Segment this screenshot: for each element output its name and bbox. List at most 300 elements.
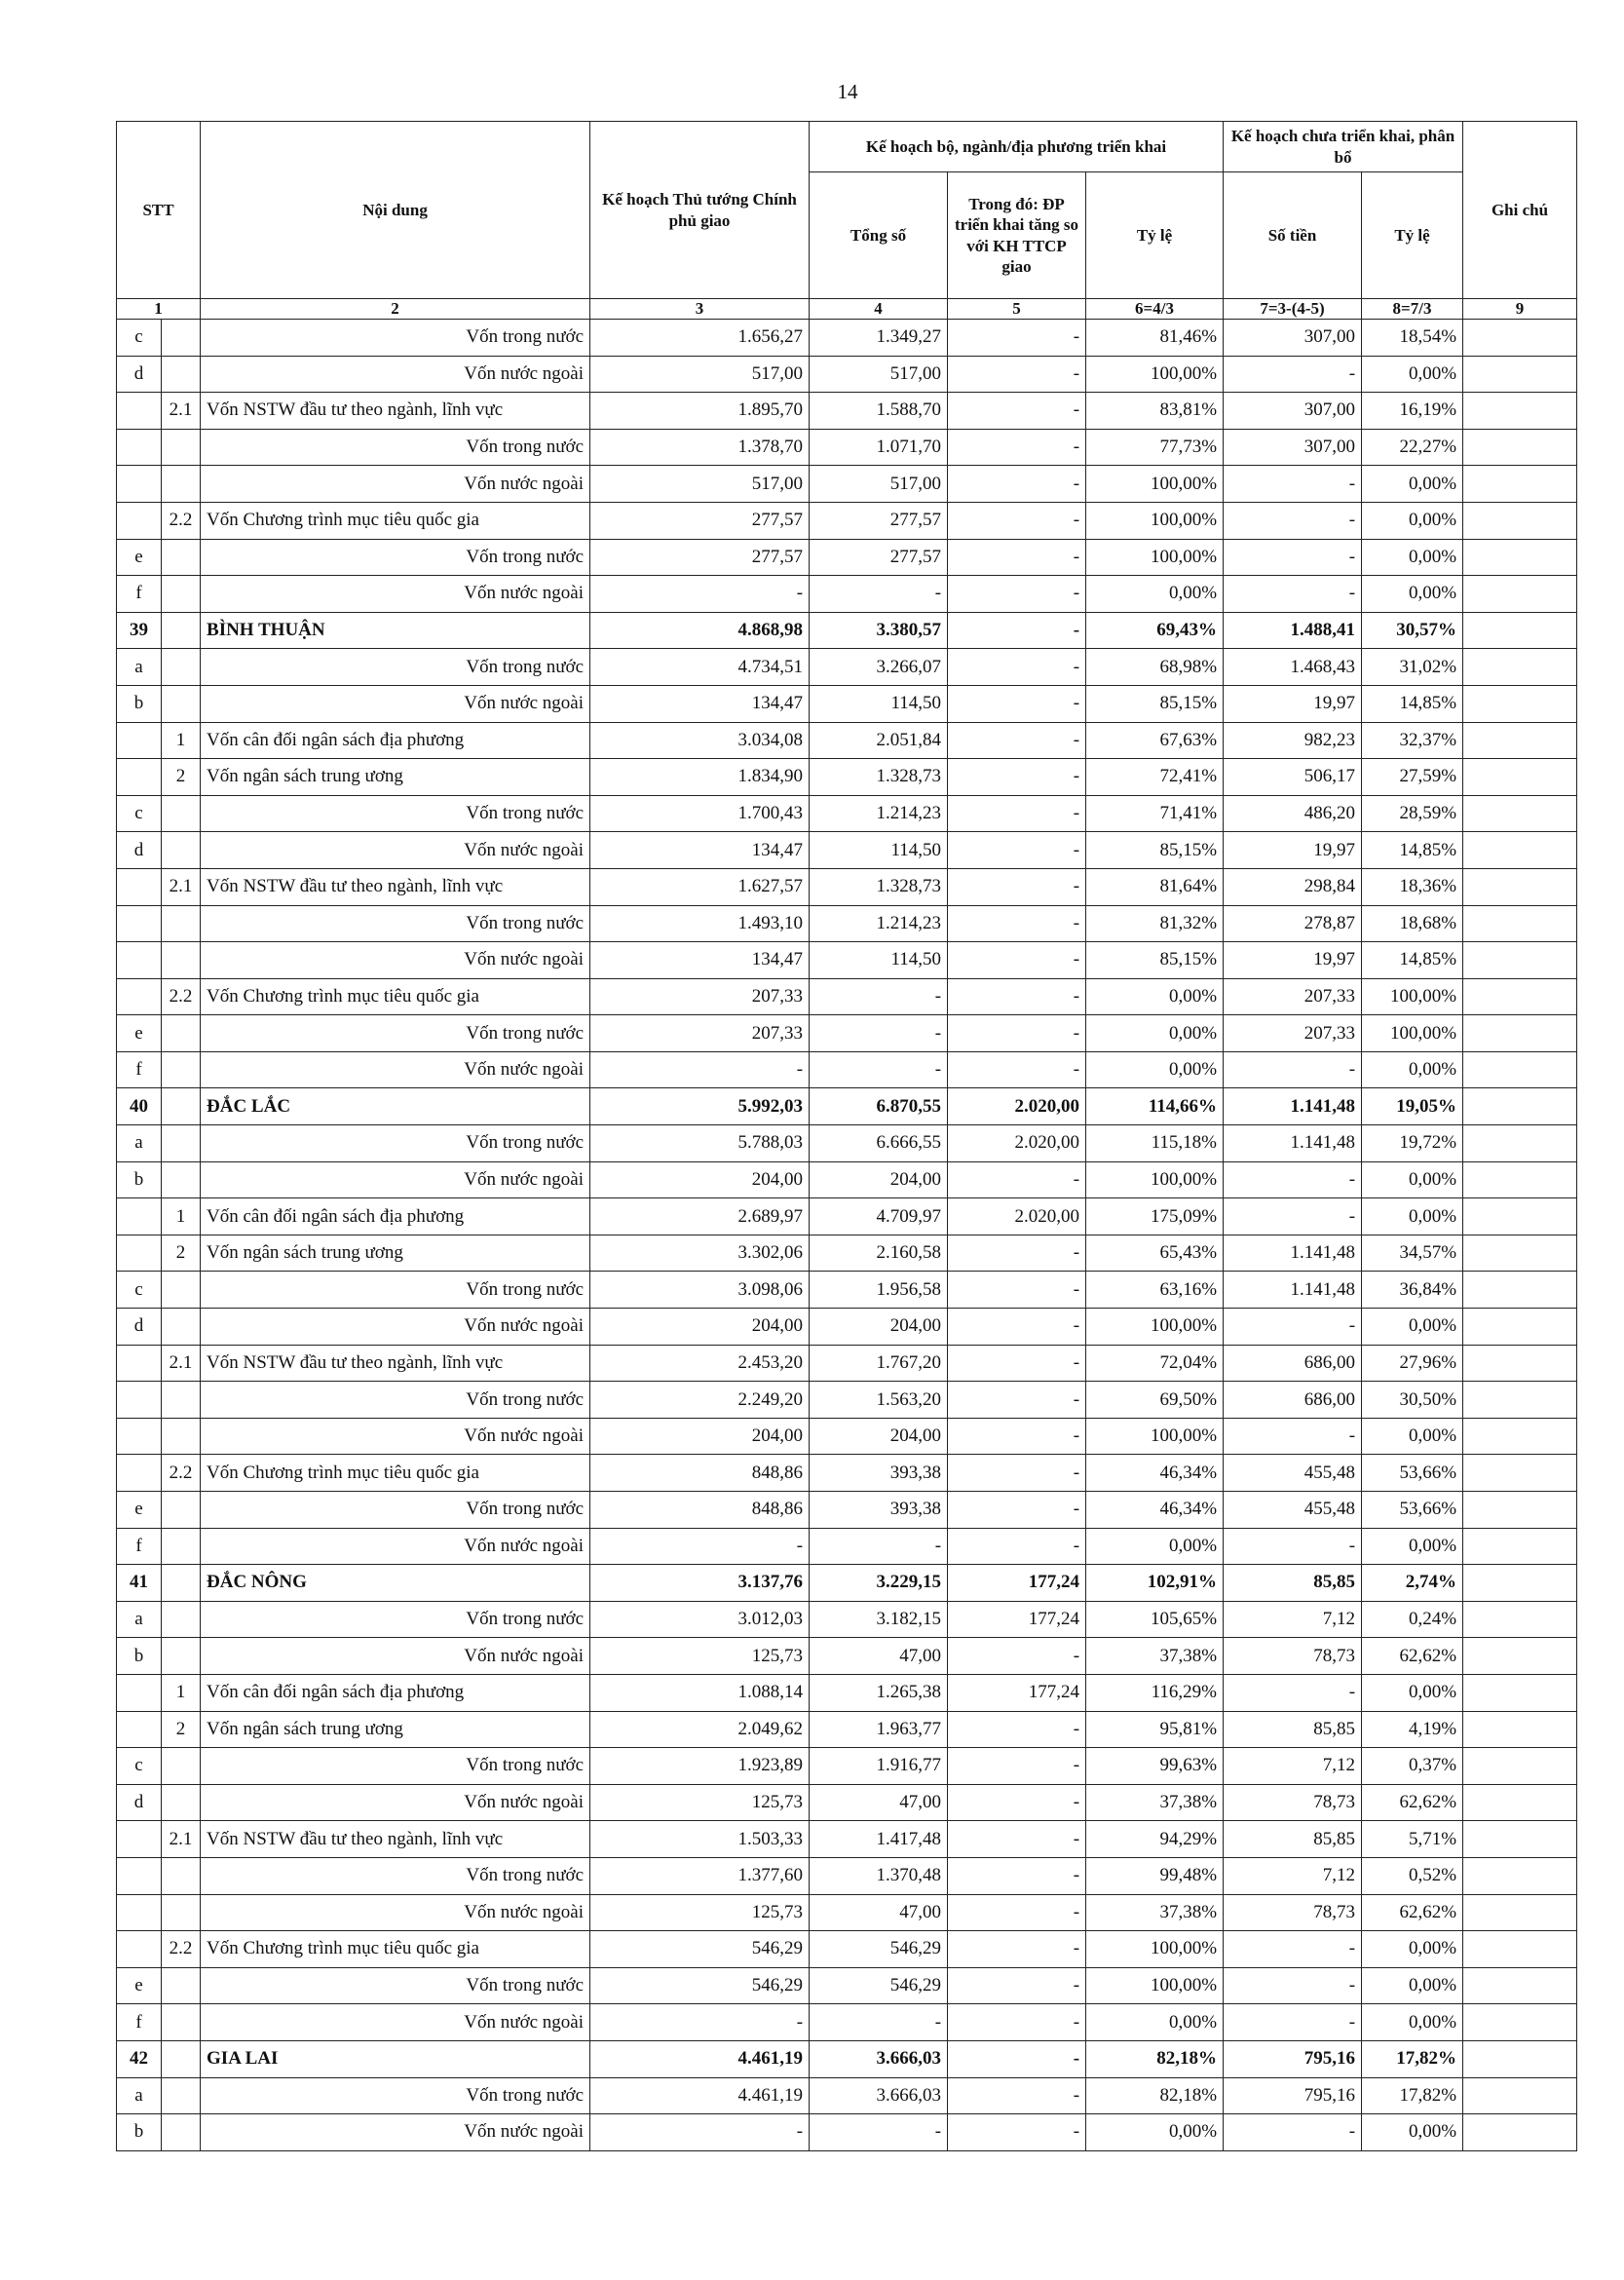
cell-ke-hoach-ttcp: -: [590, 2004, 810, 2041]
cell-tong-so: 3.666,03: [810, 2077, 948, 2114]
cell-ty-le-chua-trien-khai: 0,00%: [1362, 1161, 1463, 1198]
cell-stt: b: [117, 685, 162, 722]
header-ghi-chu: Ghi chú: [1463, 122, 1577, 299]
cell-stt: b: [117, 1161, 162, 1198]
cell-ty-le: 99,63%: [1086, 1748, 1224, 1785]
cell-so-tien: -: [1224, 1674, 1362, 1711]
cell-ke-hoach-ttcp: 134,47: [590, 942, 810, 979]
cell-so-tien: 1.488,41: [1224, 612, 1362, 649]
table-row: [117, 685, 1577, 722]
cell-ty-le: 82,18%: [1086, 2040, 1224, 2077]
table-row: [117, 649, 1577, 686]
cell-tong-so: 204,00: [810, 1309, 948, 1346]
cell-sub: [162, 2077, 201, 2114]
cell-content: ĐẮC LẮC: [201, 1088, 590, 1125]
cell-ty-le: 115,18%: [1086, 1125, 1224, 1162]
cell-content: Vốn nước ngoài: [201, 1309, 590, 1346]
cell-ke-hoach-ttcp: 277,57: [590, 502, 810, 539]
header-tong-so: Tổng số: [810, 172, 948, 299]
cell-ke-hoach-ttcp: 2.249,20: [590, 1382, 810, 1419]
cell-tong-so: 517,00: [810, 356, 948, 393]
cell-ke-hoach-ttcp: 1.700,43: [590, 795, 810, 832]
cell-tong-so: -: [810, 576, 948, 613]
table-row: [117, 502, 1577, 539]
cell-ty-le: 100,00%: [1086, 1967, 1224, 2004]
table-header: [117, 122, 1577, 320]
column-number: 6=4/3: [1086, 299, 1224, 320]
cell-stt: [117, 1931, 162, 1968]
cell-tang-them: -: [948, 2004, 1086, 2041]
cell-stt: a: [117, 1601, 162, 1638]
cell-so-tien: 85,85: [1224, 1821, 1362, 1858]
table-row: [117, 1015, 1577, 1052]
cell-tong-so: 47,00: [810, 1784, 948, 1821]
cell-ty-le: 100,00%: [1086, 539, 1224, 576]
cell-tang-them: -: [948, 759, 1086, 796]
table-row: [117, 1528, 1577, 1565]
cell-so-tien: 207,33: [1224, 1015, 1362, 1052]
cell-ghi-chu: [1463, 1015, 1577, 1052]
cell-ty-le-chua-trien-khai: 14,85%: [1362, 685, 1463, 722]
cell-content: Vốn trong nước: [201, 429, 590, 466]
cell-ty-le: 0,00%: [1086, 2114, 1224, 2151]
cell-tang-them: -: [948, 1711, 1086, 1748]
cell-ty-le-chua-trien-khai: 0,24%: [1362, 1601, 1463, 1638]
cell-ke-hoach-ttcp: 546,29: [590, 1967, 810, 2004]
cell-ke-hoach-ttcp: 4.734,51: [590, 649, 810, 686]
cell-sub: [162, 466, 201, 503]
cell-sub: [162, 1748, 201, 1785]
cell-ghi-chu: [1463, 2077, 1577, 2114]
cell-tang-them: 2.020,00: [948, 1198, 1086, 1235]
cell-sub: 2: [162, 759, 201, 796]
cell-sub: 2.2: [162, 978, 201, 1015]
cell-ke-hoach-ttcp: 125,73: [590, 1638, 810, 1675]
cell-tong-so: 1.349,27: [810, 320, 948, 357]
cell-content: Vốn trong nước: [201, 905, 590, 942]
cell-ghi-chu: [1463, 1821, 1577, 1858]
cell-content: Vốn nước ngoài: [201, 466, 590, 503]
table-row: [117, 356, 1577, 393]
cell-tang-them: -: [948, 2077, 1086, 2114]
cell-ty-le-chua-trien-khai: 0,00%: [1362, 2114, 1463, 2151]
cell-stt: [117, 429, 162, 466]
cell-tang-them: -: [948, 722, 1086, 759]
cell-ty-le-chua-trien-khai: 0,00%: [1362, 1198, 1463, 1235]
cell-ty-le-chua-trien-khai: 62,62%: [1362, 1784, 1463, 1821]
cell-sub: 2.2: [162, 502, 201, 539]
cell-sub: [162, 685, 201, 722]
cell-tong-so: 1.328,73: [810, 759, 948, 796]
cell-tang-them: -: [948, 612, 1086, 649]
cell-sub: [162, 832, 201, 869]
cell-so-tien: -: [1224, 576, 1362, 613]
cell-ghi-chu: [1463, 2114, 1577, 2151]
cell-stt: [117, 1674, 162, 1711]
table-row: [117, 320, 1577, 357]
table-row: [117, 1198, 1577, 1235]
cell-ty-le-chua-trien-khai: 19,05%: [1362, 1088, 1463, 1125]
cell-tong-so: 1.370,48: [810, 1857, 948, 1894]
cell-tang-them: 2.020,00: [948, 1088, 1086, 1125]
cell-stt: [117, 502, 162, 539]
table-row: [117, 1345, 1577, 1382]
cell-so-tien: 7,12: [1224, 1748, 1362, 1785]
cell-stt: [117, 1235, 162, 1272]
cell-content: Vốn trong nước: [201, 1748, 590, 1785]
table-row: [117, 1711, 1577, 1748]
table-row: [117, 1931, 1577, 1968]
cell-so-tien: 1.141,48: [1224, 1125, 1362, 1162]
cell-content: ĐẮC NÔNG: [201, 1565, 590, 1602]
cell-content: Vốn nước ngoài: [201, 1638, 590, 1675]
cell-ty-le: 82,18%: [1086, 2077, 1224, 2114]
cell-ty-le-chua-trien-khai: 17,82%: [1362, 2077, 1463, 2114]
cell-ty-le-chua-trien-khai: 0,52%: [1362, 1857, 1463, 1894]
cell-ghi-chu: [1463, 1198, 1577, 1235]
cell-ty-le-chua-trien-khai: 27,96%: [1362, 1345, 1463, 1382]
cell-ke-hoach-ttcp: 134,47: [590, 685, 810, 722]
cell-tang-them: -: [948, 1638, 1086, 1675]
cell-ke-hoach-ttcp: 1.895,70: [590, 393, 810, 430]
cell-stt: [117, 1711, 162, 1748]
cell-stt: e: [117, 1967, 162, 2004]
cell-sub: [162, 1565, 201, 1602]
cell-so-tien: 506,17: [1224, 759, 1362, 796]
cell-so-tien: -: [1224, 356, 1362, 393]
table-body: [117, 320, 1577, 2151]
cell-sub: [162, 942, 201, 979]
cell-tang-them: -: [948, 795, 1086, 832]
budget-allocation-table: [116, 121, 1577, 2151]
column-number: 1: [117, 299, 201, 320]
cell-content: Vốn trong nước: [201, 1272, 590, 1309]
table-row: [117, 832, 1577, 869]
cell-sub: [162, 1528, 201, 1565]
cell-content: Vốn Chương trình mục tiêu quốc gia: [201, 1455, 590, 1492]
cell-ty-le-chua-trien-khai: 53,66%: [1362, 1492, 1463, 1529]
cell-content: Vốn trong nước: [201, 1967, 590, 2004]
cell-ke-hoach-ttcp: 517,00: [590, 356, 810, 393]
cell-ty-le: 99,48%: [1086, 1857, 1224, 1894]
cell-ty-le: 0,00%: [1086, 576, 1224, 613]
cell-tang-them: -: [948, 356, 1086, 393]
cell-ty-le-chua-trien-khai: 4,19%: [1362, 1711, 1463, 1748]
cell-so-tien: 78,73: [1224, 1894, 1362, 1931]
cell-ty-le: 46,34%: [1086, 1455, 1224, 1492]
cell-tong-so: 1.956,58: [810, 1272, 948, 1309]
cell-tang-them: -: [948, 1528, 1086, 1565]
cell-content: Vốn nước ngoài: [201, 1051, 590, 1088]
cell-tang-them: -: [948, 1051, 1086, 1088]
cell-ghi-chu: [1463, 1674, 1577, 1711]
cell-so-tien: 19,97: [1224, 685, 1362, 722]
column-number: 7=3-(4-5): [1224, 299, 1362, 320]
table-row: [117, 2004, 1577, 2041]
cell-ty-le-chua-trien-khai: 0,00%: [1362, 466, 1463, 503]
cell-sub: [162, 1125, 201, 1162]
cell-tang-them: -: [948, 576, 1086, 613]
cell-ty-le: 63,16%: [1086, 1272, 1224, 1309]
cell-ghi-chu: [1463, 502, 1577, 539]
cell-ke-hoach-ttcp: 207,33: [590, 978, 810, 1015]
cell-ghi-chu: [1463, 649, 1577, 686]
cell-ty-le: 69,50%: [1086, 1382, 1224, 1419]
header-noi-dung: Nội dung: [201, 122, 590, 299]
cell-ty-le: 175,09%: [1086, 1198, 1224, 1235]
cell-content: Vốn ngân sách trung ương: [201, 1235, 590, 1272]
cell-stt: e: [117, 1015, 162, 1052]
table-row: [117, 1674, 1577, 1711]
table-row: [117, 1088, 1577, 1125]
table-row: [117, 612, 1577, 649]
cell-stt: [117, 978, 162, 1015]
cell-ghi-chu: [1463, 612, 1577, 649]
cell-ke-hoach-ttcp: 5.788,03: [590, 1125, 810, 1162]
cell-ke-hoach-ttcp: 1.834,90: [590, 759, 810, 796]
cell-ghi-chu: [1463, 1528, 1577, 1565]
cell-ty-le: 100,00%: [1086, 1309, 1224, 1346]
cell-so-tien: -: [1224, 1931, 1362, 1968]
cell-ke-hoach-ttcp: 204,00: [590, 1161, 810, 1198]
cell-sub: 2.1: [162, 1345, 201, 1382]
table-row: [117, 1894, 1577, 1931]
cell-tong-so: 546,29: [810, 1967, 948, 2004]
cell-tong-so: 4.709,97: [810, 1198, 948, 1235]
cell-ty-le: 77,73%: [1086, 429, 1224, 466]
cell-tang-them: -: [948, 1784, 1086, 1821]
header-trong-do: Trong đó: ĐP triển khai tăng so với KH TTCP giao: [948, 172, 1086, 299]
cell-content: Vốn trong nước: [201, 795, 590, 832]
cell-ke-hoach-ttcp: 207,33: [590, 1015, 810, 1052]
cell-tong-so: 3.182,15: [810, 1601, 948, 1638]
cell-sub: [162, 612, 201, 649]
cell-tang-them: -: [948, 1748, 1086, 1785]
cell-ghi-chu: [1463, 1492, 1577, 1529]
cell-ty-le: 100,00%: [1086, 356, 1224, 393]
cell-ty-le-chua-trien-khai: 5,71%: [1362, 1821, 1463, 1858]
cell-ke-hoach-ttcp: 2.049,62: [590, 1711, 810, 1748]
cell-content: Vốn trong nước: [201, 1857, 590, 1894]
column-number: 9: [1463, 299, 1577, 320]
cell-content: Vốn trong nước: [201, 1601, 590, 1638]
cell-tang-them: -: [948, 868, 1086, 905]
cell-sub: [162, 1272, 201, 1309]
cell-ty-le: 114,66%: [1086, 1088, 1224, 1125]
cell-ty-le-chua-trien-khai: 16,19%: [1362, 393, 1463, 430]
cell-ghi-chu: [1463, 759, 1577, 796]
cell-ghi-chu: [1463, 1051, 1577, 1088]
cell-sub: 2.2: [162, 1931, 201, 1968]
cell-ghi-chu: [1463, 429, 1577, 466]
cell-tong-so: 3.380,57: [810, 612, 948, 649]
cell-tong-so: 1.588,70: [810, 393, 948, 430]
cell-stt: [117, 393, 162, 430]
cell-sub: [162, 2004, 201, 2041]
cell-ke-hoach-ttcp: 125,73: [590, 1894, 810, 1931]
cell-ty-le-chua-trien-khai: 34,57%: [1362, 1235, 1463, 1272]
table-row: [117, 1418, 1577, 1455]
cell-tong-so: 393,38: [810, 1492, 948, 1529]
cell-tang-them: -: [948, 1967, 1086, 2004]
cell-ghi-chu: [1463, 1272, 1577, 1309]
cell-content: Vốn cân đối ngân sách địa phương: [201, 722, 590, 759]
cell-ghi-chu: [1463, 685, 1577, 722]
table-row: [117, 429, 1577, 466]
cell-tong-so: 114,50: [810, 685, 948, 722]
cell-ke-hoach-ttcp: 2.453,20: [590, 1345, 810, 1382]
cell-tang-them: -: [948, 1345, 1086, 1382]
cell-content: Vốn nước ngoài: [201, 576, 590, 613]
cell-tong-so: 2.160,58: [810, 1235, 948, 1272]
cell-tong-so: 1.563,20: [810, 1382, 948, 1419]
cell-content: Vốn ngân sách trung ương: [201, 759, 590, 796]
cell-ghi-chu: [1463, 356, 1577, 393]
cell-tang-them: -: [948, 649, 1086, 686]
cell-tong-so: 277,57: [810, 539, 948, 576]
table-row: [117, 905, 1577, 942]
cell-ghi-chu: [1463, 868, 1577, 905]
cell-content: Vốn trong nước: [201, 649, 590, 686]
table-row: [117, 1492, 1577, 1529]
cell-ty-le: 68,98%: [1086, 649, 1224, 686]
cell-stt: [117, 722, 162, 759]
cell-ke-hoach-ttcp: 1.493,10: [590, 905, 810, 942]
cell-ty-le-chua-trien-khai: 62,62%: [1362, 1894, 1463, 1931]
cell-so-tien: 19,97: [1224, 832, 1362, 869]
cell-ke-hoach-ttcp: 3.098,06: [590, 1272, 810, 1309]
cell-tong-so: 3.666,03: [810, 2040, 948, 2077]
table-row: [117, 1382, 1577, 1419]
cell-so-tien: -: [1224, 1161, 1362, 1198]
cell-ghi-chu: [1463, 978, 1577, 1015]
cell-ty-le-chua-trien-khai: 100,00%: [1362, 1015, 1463, 1052]
cell-stt: [117, 1345, 162, 1382]
table-row: [117, 539, 1577, 576]
cell-ghi-chu: [1463, 1857, 1577, 1894]
cell-ty-le: 83,81%: [1086, 393, 1224, 430]
cell-ty-le: 102,91%: [1086, 1565, 1224, 1602]
cell-stt: [117, 868, 162, 905]
cell-content: Vốn NSTW đầu tư theo ngành, lĩnh vực: [201, 1821, 590, 1858]
cell-ghi-chu: [1463, 2004, 1577, 2041]
table-row: [117, 1309, 1577, 1346]
cell-stt: [117, 1198, 162, 1235]
cell-stt: a: [117, 649, 162, 686]
cell-tong-so: 1.071,70: [810, 429, 948, 466]
cell-so-tien: -: [1224, 1528, 1362, 1565]
cell-stt: f: [117, 1528, 162, 1565]
cell-tong-so: 114,50: [810, 942, 948, 979]
cell-ghi-chu: [1463, 1088, 1577, 1125]
cell-sub: [162, 1382, 201, 1419]
cell-ty-le: 69,43%: [1086, 612, 1224, 649]
cell-ghi-chu: [1463, 832, 1577, 869]
cell-ty-le-chua-trien-khai: 18,68%: [1362, 905, 1463, 942]
cell-sub: [162, 649, 201, 686]
cell-sub: [162, 1601, 201, 1638]
cell-sub: 2: [162, 1711, 201, 1748]
cell-stt: [117, 1382, 162, 1419]
cell-so-tien: -: [1224, 1198, 1362, 1235]
cell-sub: [162, 905, 201, 942]
cell-ty-le: 37,38%: [1086, 1784, 1224, 1821]
cell-sub: [162, 2114, 201, 2151]
cell-tang-them: -: [948, 502, 1086, 539]
cell-tong-so: -: [810, 978, 948, 1015]
cell-ty-le: 72,41%: [1086, 759, 1224, 796]
column-number-row: [117, 299, 1577, 320]
table-row: [117, 466, 1577, 503]
cell-content: Vốn trong nước: [201, 539, 590, 576]
cell-content: Vốn trong nước: [201, 1125, 590, 1162]
cell-stt: [117, 466, 162, 503]
column-number: 5: [948, 299, 1086, 320]
header-ke-hoach-ttcp: Kế hoạch Thủ tướng Chính phủ giao: [590, 122, 810, 299]
cell-ke-hoach-ttcp: 848,86: [590, 1492, 810, 1529]
cell-so-tien: 795,16: [1224, 2040, 1362, 2077]
cell-so-tien: 307,00: [1224, 393, 1362, 430]
cell-ty-le: 81,64%: [1086, 868, 1224, 905]
cell-ty-le: 81,46%: [1086, 320, 1224, 357]
cell-ty-le-chua-trien-khai: 0,37%: [1362, 1748, 1463, 1785]
table-row: [117, 722, 1577, 759]
cell-content: Vốn nước ngoài: [201, 832, 590, 869]
cell-so-tien: 455,48: [1224, 1492, 1362, 1529]
cell-stt: f: [117, 1051, 162, 1088]
cell-sub: [162, 1492, 201, 1529]
cell-content: Vốn nước ngoài: [201, 1418, 590, 1455]
cell-ty-le-chua-trien-khai: 22,27%: [1362, 429, 1463, 466]
cell-ghi-chu: [1463, 539, 1577, 576]
cell-sub: [162, 1857, 201, 1894]
cell-ty-le: 85,15%: [1086, 832, 1224, 869]
cell-tang-them: -: [948, 1161, 1086, 1198]
cell-stt: [117, 1821, 162, 1858]
cell-so-tien: 7,12: [1224, 1857, 1362, 1894]
cell-sub: [162, 320, 201, 357]
cell-ty-le-chua-trien-khai: 27,59%: [1362, 759, 1463, 796]
table-row: [117, 868, 1577, 905]
cell-stt: 40: [117, 1088, 162, 1125]
cell-stt: c: [117, 795, 162, 832]
cell-ty-le-chua-trien-khai: 0,00%: [1362, 502, 1463, 539]
cell-content: Vốn nước ngoài: [201, 1894, 590, 1931]
cell-tong-so: 114,50: [810, 832, 948, 869]
cell-sub: 1: [162, 1198, 201, 1235]
cell-so-tien: -: [1224, 1309, 1362, 1346]
cell-tang-them: -: [948, 2114, 1086, 2151]
cell-sub: 1: [162, 722, 201, 759]
table-row: [117, 576, 1577, 613]
cell-ke-hoach-ttcp: 3.034,08: [590, 722, 810, 759]
cell-ty-le-chua-trien-khai: 0,00%: [1362, 1674, 1463, 1711]
cell-tang-them: -: [948, 1821, 1086, 1858]
cell-ty-le-chua-trien-khai: 62,62%: [1362, 1638, 1463, 1675]
cell-ty-le-chua-trien-khai: 100,00%: [1362, 978, 1463, 1015]
cell-ty-le-chua-trien-khai: 17,82%: [1362, 2040, 1463, 2077]
cell-ke-hoach-ttcp: 3.137,76: [590, 1565, 810, 1602]
cell-ty-le: 37,38%: [1086, 1638, 1224, 1675]
cell-tang-them: -: [948, 1418, 1086, 1455]
cell-ty-le: 0,00%: [1086, 1051, 1224, 1088]
cell-ghi-chu: [1463, 1784, 1577, 1821]
cell-content: Vốn cân đối ngân sách địa phương: [201, 1674, 590, 1711]
cell-tong-so: 1.265,38: [810, 1674, 948, 1711]
cell-so-tien: 78,73: [1224, 1638, 1362, 1675]
table-row: [117, 1638, 1577, 1675]
header-group-chua-trien-khai: Kế hoạch chưa triển khai, phân bổ: [1224, 122, 1463, 172]
